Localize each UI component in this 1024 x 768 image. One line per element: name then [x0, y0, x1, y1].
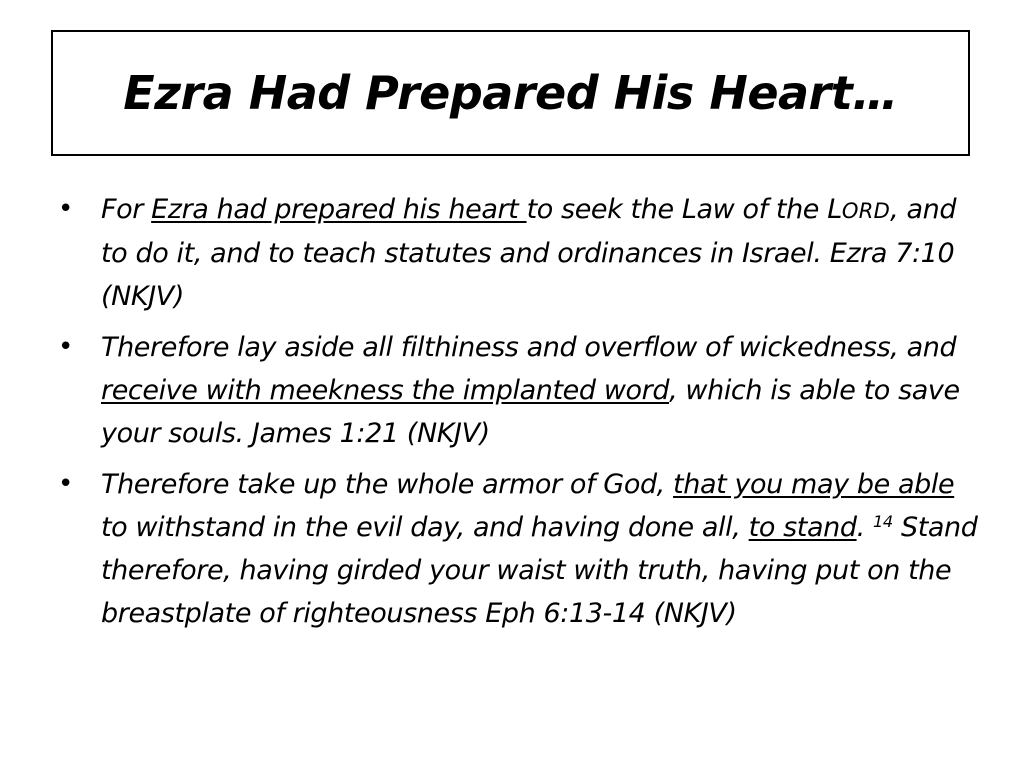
title-box	[51, 30, 970, 156]
bullet-text: For	[101, 194, 152, 225]
bullet-item-ephesians	[58, 463, 978, 635]
verse-number: 14	[872, 512, 893, 532]
underlined-phrase: Ezra had prepared his heart	[151, 194, 527, 225]
bullet-text: , and to do it, and to teach statutes and ordinances in Israel. Ezra 7:10 (NKJV)	[101, 194, 957, 312]
bullet-text: , which is able to save your souls. James 1:21 (NKJV)	[101, 375, 960, 449]
bullet-text: to seek the Law of the L	[526, 194, 842, 225]
underlined-phrase: that you may be able	[673, 469, 955, 500]
bullet-text: Therefore take up the whole armor of God,	[101, 469, 674, 500]
bullet-text: to withstand in the evil day, and having done all,	[101, 512, 749, 543]
underlined-phrase: receive with meekness the implanted word	[101, 375, 670, 406]
bullet-item-james	[58, 326, 978, 455]
bullet-text: Therefore lay aside all filthiness and overflow of wickedness, and	[101, 332, 957, 363]
bullet-text: .	[856, 512, 873, 543]
underlined-phrase: to stand	[748, 512, 857, 543]
bullet-item-ezra	[58, 188, 978, 318]
bullet-dot-icon: •	[58, 332, 73, 362]
slide-title: Ezra Had Prepared His Heart…	[123, 66, 898, 120]
bullet-list	[58, 188, 978, 643]
small-caps-text: ORD	[841, 198, 891, 223]
bullet-dot-icon: •	[58, 194, 73, 224]
bullet-dot-icon: •	[58, 469, 73, 499]
bullet-text: Stand therefore, having girded your waist with truth, having put on the breastplate of righteousness Eph 6:13-14 (NKJV)	[101, 512, 978, 629]
